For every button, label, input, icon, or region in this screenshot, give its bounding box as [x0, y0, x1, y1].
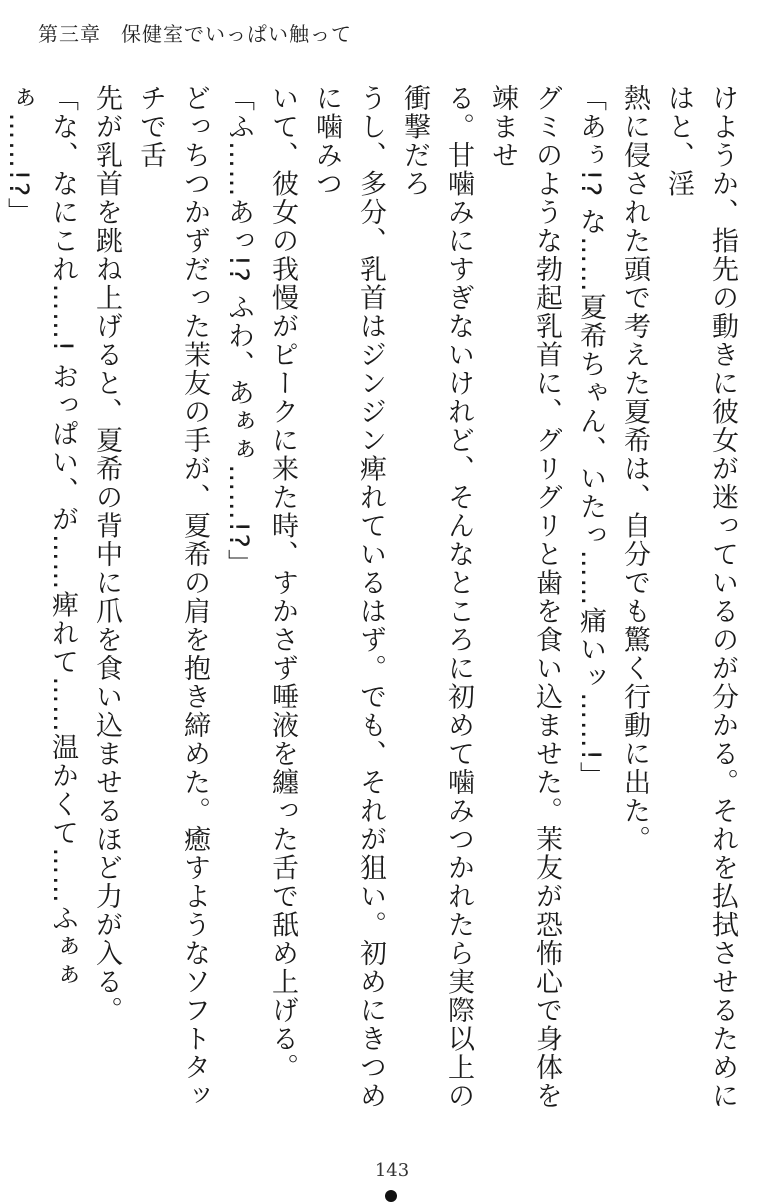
paragraph: グミのような勃起乳首に、グリグリと歯を食い込ませた。茉友が恐怖心で身体を竦ませ る。甘噛みにすぎないけれど、そんなところに初めて噛みつかれたら実際以上の衝撃だろ うし、多分、乳首はジンジン痺れているはず。でも、それが狙い。初めにきつめに噛みつ いて、彼女の我慢がピークに来た時、すかさず唾液を纏った舌で舐め上げる。 [267, 84, 562, 1110]
chapter-label: 第三章 [38, 22, 101, 46]
bottom-dot-mark [385, 1190, 397, 1202]
chapter-title: 保健室でいっぱい触って [121, 22, 352, 46]
dialogue-line: 「あぅ!? な……夏希ちゃん、いたっ……痛いッ……!」 [575, 84, 606, 791]
paragraph: どっちつかずだった茉友の手が、夏希の肩を抱き締めた。癒すようなソフトタッチで舌 先が乳首を跳ね上げると、夏希の背中に爪を食い込ませるほど力が入る。 [91, 84, 210, 1110]
dialogue-line: 「な、なにこれ……! おっぱい、が……痺れて……温かくて……ふぁぁぁ……!?」 [3, 84, 78, 990]
running-header [38, 18, 352, 47]
dialogue-line: 「ふ……あっ!? ふわ、あぁぁ……!?」 [223, 84, 254, 578]
body-text [3, 84, 744, 1114]
page-number: 143 [374, 1160, 410, 1181]
paragraph: けようか、指先の動きに彼女が迷っているのが分かる。それを払拭させるためにはと、淫 熱に侵された頭で考えた夏希は、自分でも驚く行動に出た。 [619, 84, 738, 1110]
